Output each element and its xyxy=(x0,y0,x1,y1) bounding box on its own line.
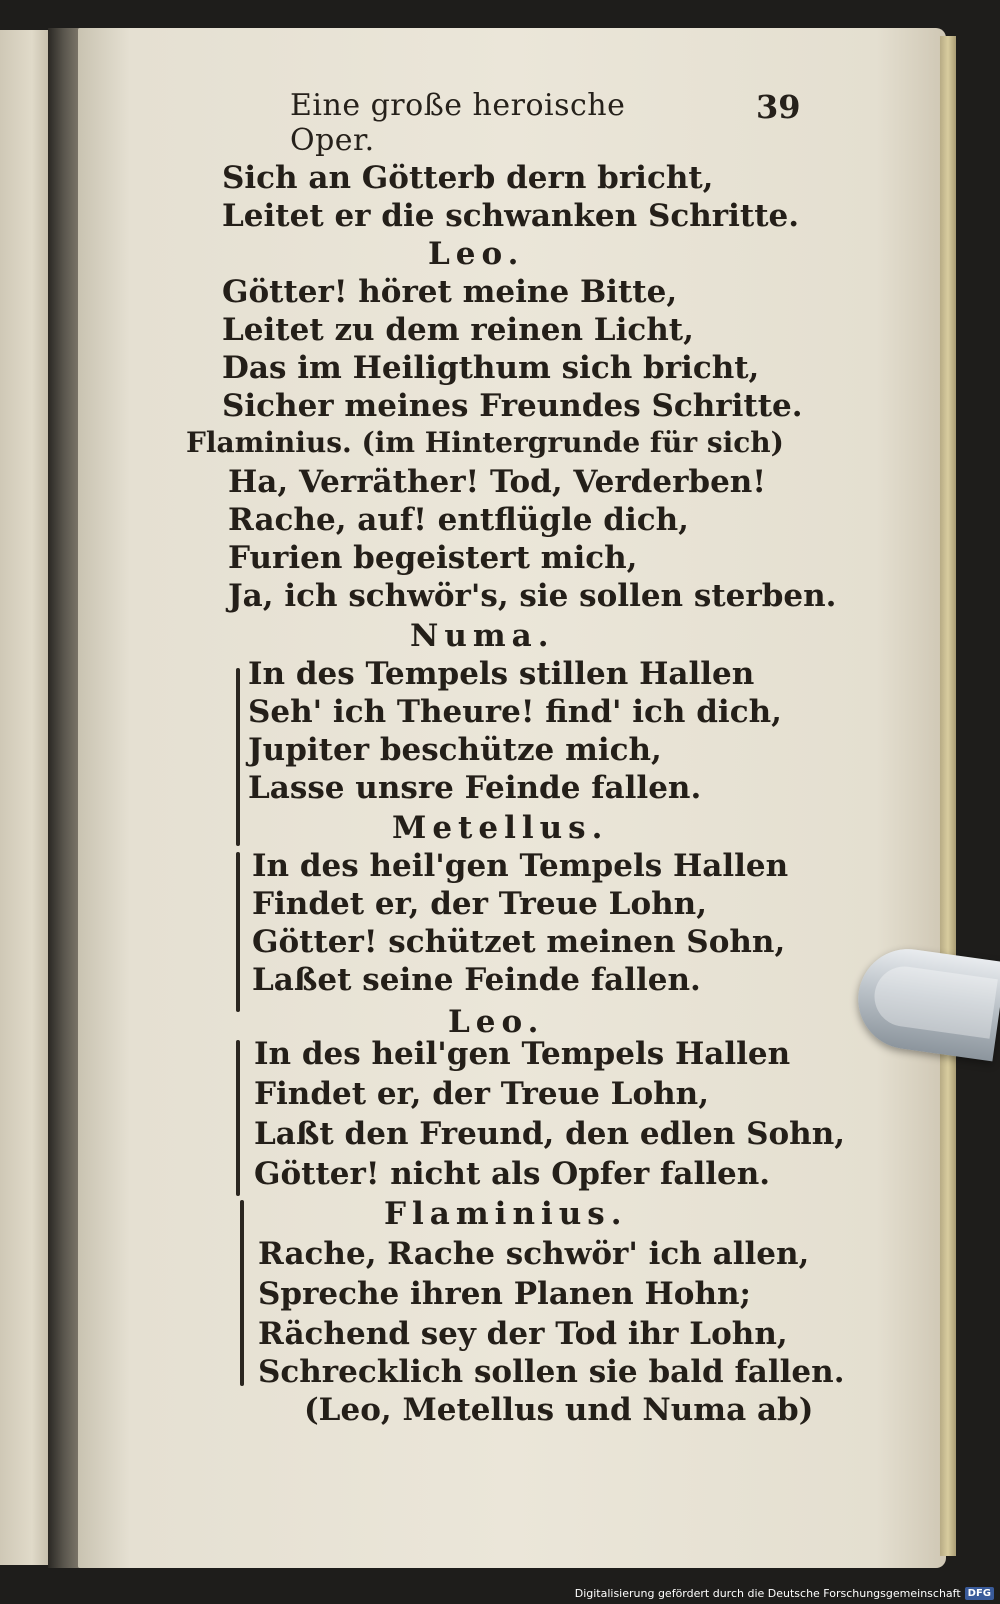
stage-direction: (Leo, Metellus und Numa ab) xyxy=(304,1392,814,1428)
verse-line: Rächend sey der Tod ihr Lohn, xyxy=(258,1316,788,1352)
verse-line: In des heil'gen Tempels Hallen xyxy=(254,1036,791,1072)
verse-line: Laßt den Freund, den edlen Sohn, xyxy=(254,1116,846,1152)
verse-line: In des heil'gen Tempels Hallen xyxy=(252,848,789,884)
verse-line: Rache, Rache schwör' ich allen, xyxy=(258,1236,810,1272)
dfg-logo: DFG xyxy=(965,1587,994,1600)
verse-line: Sich an Götterb dern bricht, xyxy=(222,160,714,196)
verse-line: Ja, ich schwör's, sie sollen sterben. xyxy=(228,578,837,614)
clip-highlight xyxy=(871,963,998,1039)
verse-line: Rache, auf! entflügle dich, xyxy=(228,502,689,538)
speaker-name: Leo. xyxy=(448,1004,545,1040)
digitization-credit xyxy=(575,1587,994,1600)
verse-line: Sicher meines Freundes Schritte. xyxy=(222,388,803,424)
verse-line: Götter! höret meine Bitte, xyxy=(222,274,678,310)
verse-line: Götter! nicht als Opfer fallen. xyxy=(254,1156,771,1192)
speaker-name: Numa. xyxy=(410,618,555,654)
verse-line: Leitet zu dem reinen Licht, xyxy=(222,312,694,348)
verse-line: Götter! schützet meinen Sohn, xyxy=(252,924,786,960)
verse-line: Spreche ihren Planen Hohn; xyxy=(258,1276,752,1312)
speaker-name: Metellus. xyxy=(392,810,609,846)
verse-line: Lasse unsre Feinde fallen. xyxy=(248,770,702,806)
verse-line: Laßet seine Feinde fallen. xyxy=(252,962,701,998)
verse-line: Schrecklich sollen sie bald fallen. xyxy=(258,1354,845,1390)
page-number: 39 xyxy=(756,88,801,126)
verse-line: Furien begeistert mich, xyxy=(228,540,638,576)
speaker-name: Leo. xyxy=(428,236,525,272)
verse-line: Findet er, der Treue Lohn, xyxy=(252,886,708,922)
verse-line: Findet er, der Treue Lohn, xyxy=(254,1076,710,1112)
verse-line: In des Tempels stillen Hallen xyxy=(248,656,755,692)
credit-text: Digitalisierung gefördert durch die Deutsche Forschungsgemeinschaft xyxy=(574,1587,961,1600)
verse-line: Leitet er die schwanken Schritte. xyxy=(222,198,800,234)
brace-numa xyxy=(236,668,240,846)
brace-metellus xyxy=(236,852,240,1012)
verse-line: Jupiter beschütze mich, xyxy=(248,732,662,768)
verse-line: Ha, Verräther! Tod, Verderben! xyxy=(228,464,766,500)
page-block-edge xyxy=(940,36,956,1556)
running-head: Eine große heroische Oper. xyxy=(290,88,626,158)
verse-line: Das im Heiligthum sich bricht, xyxy=(222,350,760,386)
brace-leo xyxy=(236,1040,240,1196)
speaker-name-with-direction: Flaminius. (im Hintergrunde für sich) xyxy=(186,426,784,459)
brace-flaminius xyxy=(240,1200,244,1386)
speaker-name: Flaminius. xyxy=(384,1196,628,1232)
verse-line: Seh' ich Theure! find' ich dich, xyxy=(248,694,782,730)
